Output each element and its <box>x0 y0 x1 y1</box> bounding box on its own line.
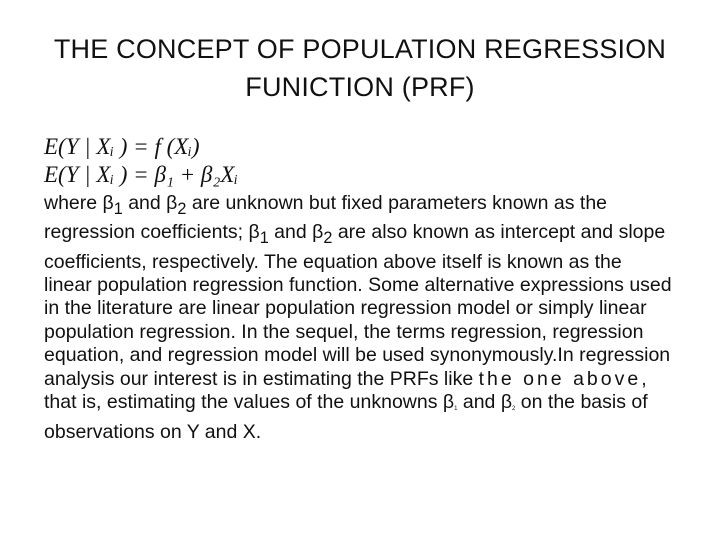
spaced-text: the one above <box>478 367 642 390</box>
text-segment: , that is, estimating the values of the unknowns β <box>44 367 647 414</box>
title-line-2: FUNICTION (PRF) <box>245 72 475 102</box>
subscript: 1 <box>259 229 269 248</box>
text-segment: are unknown but fixed parameters known as the regression coefficients; β <box>44 192 608 244</box>
subscript: 1 <box>113 199 123 218</box>
subscript: 2 <box>323 229 333 248</box>
equation-1: E(Y | Xᵢ ) = f (Xᵢ) <box>44 134 200 159</box>
tiny-subscript: 2 <box>512 406 516 413</box>
body-paragraph <box>44 192 674 445</box>
text-segment: and β <box>457 391 513 414</box>
text-segment: where β <box>44 192 114 214</box>
text-segment: are also known as intercept and slope coefficients, respectively. The equation above itself is known as the linear population regression function. Some alternative expressions used in the literature are linear population regression model or simply linear population regression. In the sequel, the terms regression, regression equation, and regression model will be used synonymously.In regression analysis our interest is in estimating the PRFs like <box>44 221 672 390</box>
text-segment: on the basis of observations on Y and X. <box>44 391 648 444</box>
text-segment: and β <box>122 192 178 214</box>
subscript: 2 <box>177 199 187 218</box>
title-line-1: THE CONCEPT OF POPULATION REGRESSION <box>53 34 667 64</box>
slide-title <box>40 30 680 106</box>
equation-2: E(Y | Xᵢ ) = β₁ + β₂Xᵢ <box>44 162 239 187</box>
tiny-subscript: 1 <box>454 406 458 413</box>
text-segment: and β <box>268 221 324 244</box>
